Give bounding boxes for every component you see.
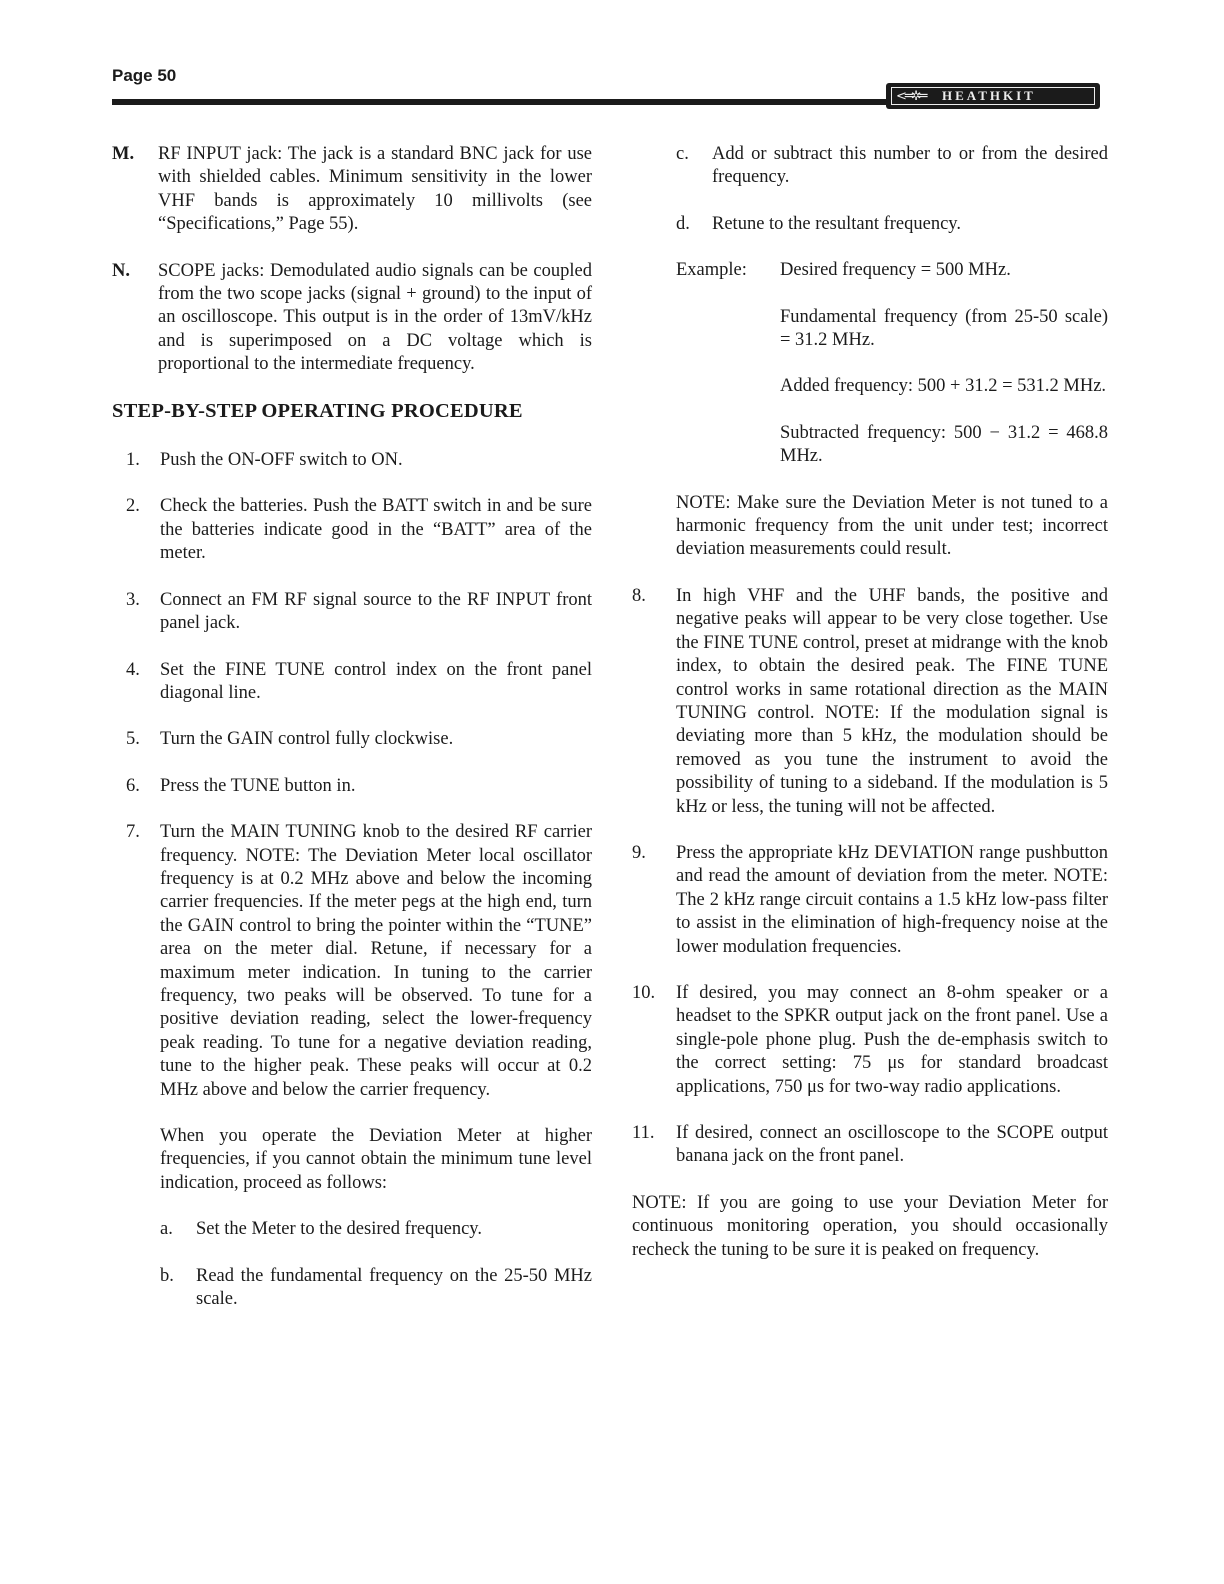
substep-label: b. — [160, 1265, 174, 1286]
substep-label: d. — [676, 213, 690, 234]
step-text: In high VHF and the UHF bands, the positive and negative peaks will appear to be very close together. Use the FINE TUNE control, preset at midrange with the knob index, to obtain the desired peak. The FINE TUNE control works in same rotational direction as the MAIN TUNING control. NOTE: If the modulation signal is deviating more than 5 kHz, the modulation should be removed as you tune the instrument to avoid the possibility of tuning to a sideband. If the modulation is 5 kHz or less, the tuning will not be affected. — [676, 585, 1108, 817]
substep-label: a. — [160, 1219, 173, 1240]
step-number-text: 7. — [126, 822, 140, 843]
step-number — [112, 821, 160, 1334]
substep-text: Retune to the resultant frequency. — [712, 213, 961, 234]
substep-item — [160, 1265, 592, 1312]
example-line: Fundamental frequency (from 25-50 scale) = 31.2 MHz. — [780, 306, 1108, 351]
example-row — [676, 259, 1108, 282]
heathkit-atom-icon: <═✲═ — [896, 88, 926, 104]
step-item — [112, 728, 592, 751]
step-item — [112, 821, 592, 1334]
note-text: NOTE: Make sure the Deviation Meter is not tuned to a harmonic frequency from the unit under test; incorrect deviation measurements could result. — [676, 492, 1108, 560]
step-item — [112, 659, 592, 706]
page-number: Page 50 — [112, 66, 177, 85]
step-text: Set the FINE TUNE control index on the front panel diagonal line. — [160, 659, 592, 703]
step-item — [112, 775, 592, 798]
step-item — [632, 585, 1108, 819]
note-text: NOTE: If you are going to use your Deviation Meter for continuous monitoring operation, you should occasionally recheck the tuning to be sure it is peaked on frequency. — [632, 1192, 1108, 1260]
substep-text: Add or subtract this number to or from the desired frequency. — [712, 144, 1108, 188]
item-label: N. — [112, 260, 130, 281]
step-number-text: 2. — [126, 496, 140, 517]
step-number: 11. — [632, 1123, 655, 1143]
step-number-text: 5. — [126, 729, 140, 750]
step-text: If desired, you may connect an 8-ohm speaker or a headset to the SPKR output jack on the front panel. Use a single-pole phone plug. Push the de-emphasis switch to the correct setting: 75 μs for standard broadcast applications, 750 μs for two-way radio applications. — [676, 982, 1108, 1097]
item-text: RF INPUT jack: The jack is a standard BNC jack for use with shielded cables. Minimum sensitivity in the lower VHF bands is approximately 10 millivolts (see “Specifications,” Page 55). — [158, 144, 592, 235]
step-text: Push the ON-OFF switch to ON. — [160, 450, 403, 471]
step-number — [112, 775, 160, 798]
step-number-text: 3. — [126, 589, 140, 610]
heathkit-logo — [886, 83, 1100, 109]
example-line: Desired frequency = 500 MHz. — [780, 260, 1011, 281]
step-number-text: 1. — [126, 450, 140, 471]
example-line: Subtracted frequency: 500 − 31.2 = 468.8 MHz. — [780, 422, 1108, 467]
step-item — [632, 842, 1108, 959]
step-number — [112, 495, 160, 565]
item-text: SCOPE jacks: Demodulated audio signals can be coupled from the two scope jacks (signal + ground) to the input of an oscilloscope. This output is in the order of 13mV/kHz and is superimposed on a DC voltage which is proportional to the intermediate frequency. — [158, 260, 592, 375]
substep-text: Read the fundamental frequency on the 25-50 MHz scale. — [196, 1265, 592, 1310]
step-number-text: 4. — [126, 659, 140, 680]
substep-text: Set the Meter to the desired frequency. — [196, 1219, 482, 1240]
substep-item — [676, 143, 1108, 190]
step-paragraph: Turn the MAIN TUNING knob to the desired RF carrier frequency. NOTE: The Deviation Meter local oscillator frequency is at 0.2 MHz above and below the incoming carrier frequencies. If the meter pegs at the high end, turn the GAIN control to bring the pointer within the “TUNE” area on the meter dial. Retune, if necessary for a maximum meter indication. In tuning to the carrier frequency, two peaks will be observed. To tune for a positive deviation reading, select the lower-frequency peak reading. To tune for a negative deviation reading, tune to the higher peak. These peaks will occur at 0.2 MHz above and below the carrier frequency. — [160, 822, 592, 1100]
step-number — [112, 659, 160, 706]
step-text: Press the appropriate kHz DEVIATION range pushbutton and read the amount of deviation from the meter. NOTE: The 2 kHz range circuit contains a 1.5 kHz low-pass filter to assist in the elimination of high-frequency noise at the lower modulation frequencies. — [676, 842, 1108, 957]
list-item — [112, 260, 592, 377]
logo-frame — [891, 87, 1095, 105]
step-item — [112, 589, 592, 636]
step-text: If desired, connect an oscilloscope to the SCOPE output banana jack on the front panel. — [676, 1123, 1108, 1167]
step-item — [112, 495, 592, 565]
step-number: 9. — [632, 842, 646, 863]
step-text: Press the TUNE button in. — [160, 775, 356, 796]
step-number: 8. — [632, 585, 646, 606]
list-item — [112, 143, 592, 237]
example-label: Example: — [676, 260, 747, 281]
step-item — [632, 982, 1108, 1099]
step-text: Turn the GAIN control fully clockwise. — [160, 729, 454, 750]
left-column — [112, 143, 592, 1357]
step-number — [112, 449, 160, 472]
step-paragraph: When you operate the Deviation Meter at higher frequencies, if you cannot obtain the minimum tune level indication, proceed as follows: — [160, 1126, 592, 1193]
step-text: Check the batteries. Push the BATT switch in and be sure the batteries indicate good in the “BATT” area of the meter. — [160, 496, 592, 564]
right-column — [632, 143, 1108, 1285]
item-label: M. — [112, 144, 135, 164]
substep-item — [160, 1218, 592, 1241]
step-number-text: 6. — [126, 775, 140, 796]
logo-text: HEATHKIT — [942, 88, 1036, 103]
step-item — [632, 1122, 1108, 1169]
substep-item — [676, 213, 1108, 236]
step-number — [112, 728, 160, 751]
substep-group — [676, 143, 1108, 562]
substep-label: c. — [676, 144, 689, 164]
step-number: 10. — [632, 982, 656, 1003]
step-item — [112, 449, 592, 472]
example-line: Added frequency: 500 + 31.2 = 531.2 MHz. — [780, 376, 1107, 397]
step-number — [112, 589, 160, 636]
section-heading: STEP-BY-STEP OPERATING PROCEDURE — [112, 399, 523, 422]
step-text: Connect an FM RF signal source to the RF INPUT front panel jack. — [160, 589, 592, 634]
step-text — [160, 821, 592, 1334]
